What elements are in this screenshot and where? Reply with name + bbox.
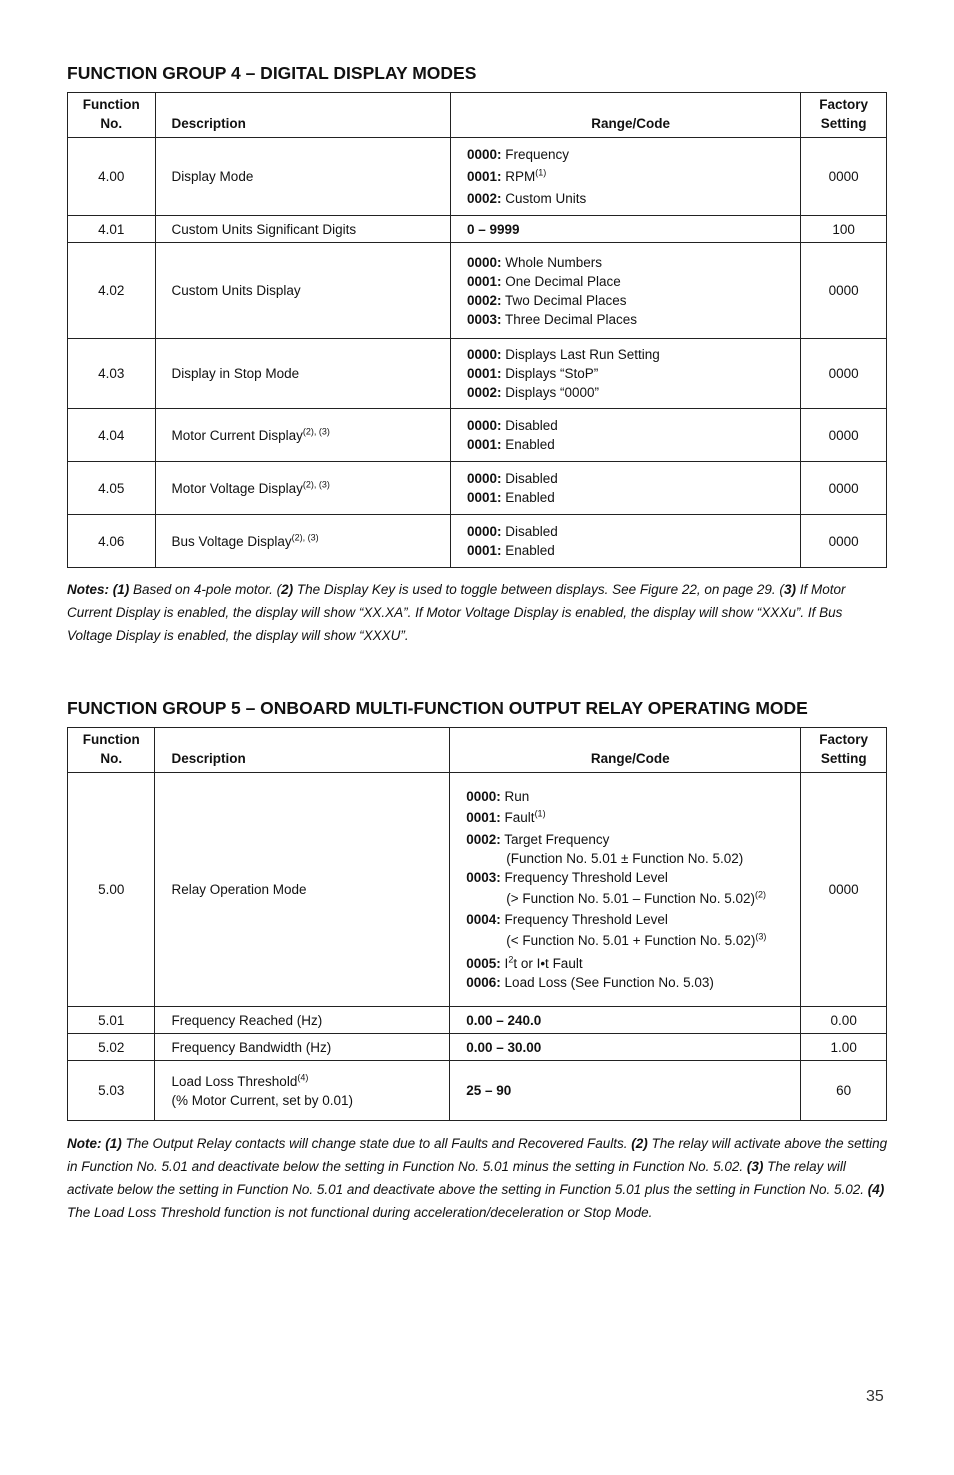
- range-code: 25 – 90: [450, 1061, 801, 1121]
- factory-setting: 0000: [801, 515, 887, 568]
- description: Custom Units Significant Digits: [155, 216, 450, 243]
- table-row: [68, 515, 887, 568]
- header-description: Description: [155, 93, 450, 138]
- range-code: 0000: Run 0001: Fault$^{(1)}$ 0002: Target Frequency (Function No. 5.01 ± Function No. 5.02) 0003: Frequency Threshold Level (> Function No. 5.01 – Function No. 5.02)$^{(2)}$ 0004: Frequency Threshold Level (< Function No. 5.01 + Function No. 5.02)$^{(3)}$ 0005: $I^2t$ or I•t Fault 0006: Load Loss (See Function No. 5.03): [450, 773, 801, 1007]
- table-row: [68, 339, 887, 409]
- range-code: 0.00 – 30.00: [450, 1034, 801, 1061]
- function-no: 5.00: [68, 773, 155, 1007]
- group4-notes: Notes: (1) Based on 4-pole motor. (2) The Display Key is used to toggle between displays. See Figure 22, on page 29. (3) If Motor Current Display is enabled, the display will show “XX.XA”. If Motor Voltage Display is enabled, the display will show “XXXu”. If Bus Voltage Display is enabled, the display will show “XXXU”.: [67, 582, 846, 643]
- function-no: 4.04: [68, 409, 156, 462]
- description: Frequency Bandwidth (Hz): [155, 1034, 450, 1061]
- factory-setting: 0000: [801, 339, 887, 409]
- range-code: 0 – 9999: [450, 216, 800, 243]
- description: Frequency Reached (Hz): [155, 1007, 450, 1034]
- function-no: 4.00: [68, 138, 156, 216]
- description: Bus Voltage Display$^{(2), (3)}$: [155, 515, 450, 568]
- header-factory-setting: Factory Setting: [801, 93, 887, 138]
- table-row: [68, 1007, 887, 1034]
- table-row: [68, 243, 887, 339]
- description: Display in Stop Mode: [155, 339, 450, 409]
- factory-setting: 100: [801, 216, 887, 243]
- factory-setting: 0000: [801, 773, 887, 1007]
- range-code: 0000: Frequency 0001: RPM$^{(1)}$ 0002: Custom Units: [450, 138, 800, 216]
- description: Motor Current Display$^{(2), (3)}$: [155, 409, 450, 462]
- description: Load Loss Threshold$^{(4)}$ (% Motor Current, set by 0.01): [155, 1061, 450, 1121]
- range-code: 0000: Disabled 0001: Enabled: [450, 462, 800, 515]
- group5-title: FUNCTION GROUP 5 – ONBOARD MULTI-FUNCTION OUTPUT RELAY OPERATING MODE: [67, 698, 808, 718]
- header-function-no: Function No.: [68, 93, 156, 138]
- factory-setting: 0.00: [801, 1007, 887, 1034]
- range-code: 0000: Disabled 0001: Enabled: [450, 409, 800, 462]
- group5-notes: Note: (1) The Output Relay contacts will change state due to all Faults and Recovered Faults. (2) The relay will activate above the setting in Function No. 5.01 and deactivate below the setting in Function No. 5.01 minus the setting in Function No. 5.02. (3) The relay will activate below the setting in Function No. 5.01 and deactivate above the setting in Function 5.01 plus the setting in Function No. 5.02. (4) The Load Loss Threshold function is not functional during acceleration/deceleration or Stop Mode.: [67, 1136, 888, 1220]
- range-code: 0000: Displays Last Run Setting 0001: Displays “StoP” 0002: Displays “0000”: [450, 339, 800, 409]
- header-description: Description: [155, 728, 450, 773]
- range-code: 0.00 – 240.0: [450, 1007, 801, 1034]
- table-row: [68, 1034, 887, 1061]
- page-number: 35: [866, 1388, 884, 1405]
- description: Relay Operation Mode: [155, 773, 450, 1007]
- function-no: 4.02: [68, 243, 156, 339]
- function-no: 4.06: [68, 515, 156, 568]
- function-no: 5.01: [68, 1007, 155, 1034]
- header-factory-setting: Factory Setting: [801, 728, 887, 773]
- description: Display Mode: [155, 138, 450, 216]
- description: Motor Voltage Display$^{(2), (3)}$: [155, 462, 450, 515]
- table-row: [68, 1061, 887, 1121]
- factory-setting: 0000: [801, 409, 887, 462]
- range-code: 0000: Whole Numbers 0001: One Decimal Place 0002: Two Decimal Places 0003: Three Decimal Places: [450, 243, 800, 339]
- function-no: 4.05: [68, 462, 156, 515]
- factory-setting: 60: [801, 1061, 887, 1121]
- table-row: [68, 216, 887, 243]
- factory-setting: 0000: [801, 243, 887, 339]
- group4-header-row: [68, 93, 887, 138]
- factory-setting: 0000: [801, 462, 887, 515]
- table-row: [68, 462, 887, 515]
- header-function-no: Function No.: [68, 728, 155, 773]
- range-code: 0000: Disabled 0001: Enabled: [450, 515, 800, 568]
- factory-setting: 1.00: [801, 1034, 887, 1061]
- description: Custom Units Display: [155, 243, 450, 339]
- table-row: [68, 773, 887, 1007]
- table-row: [68, 409, 887, 462]
- function-no: 5.03: [68, 1061, 155, 1121]
- group5-header-row: [68, 728, 887, 773]
- table-row: [68, 138, 887, 216]
- factory-setting: 0000: [801, 138, 887, 216]
- group4-table: [67, 92, 887, 568]
- function-no: 5.02: [68, 1034, 155, 1061]
- header-range-code: Range/Code: [450, 728, 801, 773]
- function-no: 4.03: [68, 339, 156, 409]
- group5-table: [67, 727, 887, 1121]
- header-range-code: Range/Code: [450, 93, 800, 138]
- function-no: 4.01: [68, 216, 156, 243]
- group4-title: FUNCTION GROUP 4 – DIGITAL DISPLAY MODES: [67, 63, 477, 83]
